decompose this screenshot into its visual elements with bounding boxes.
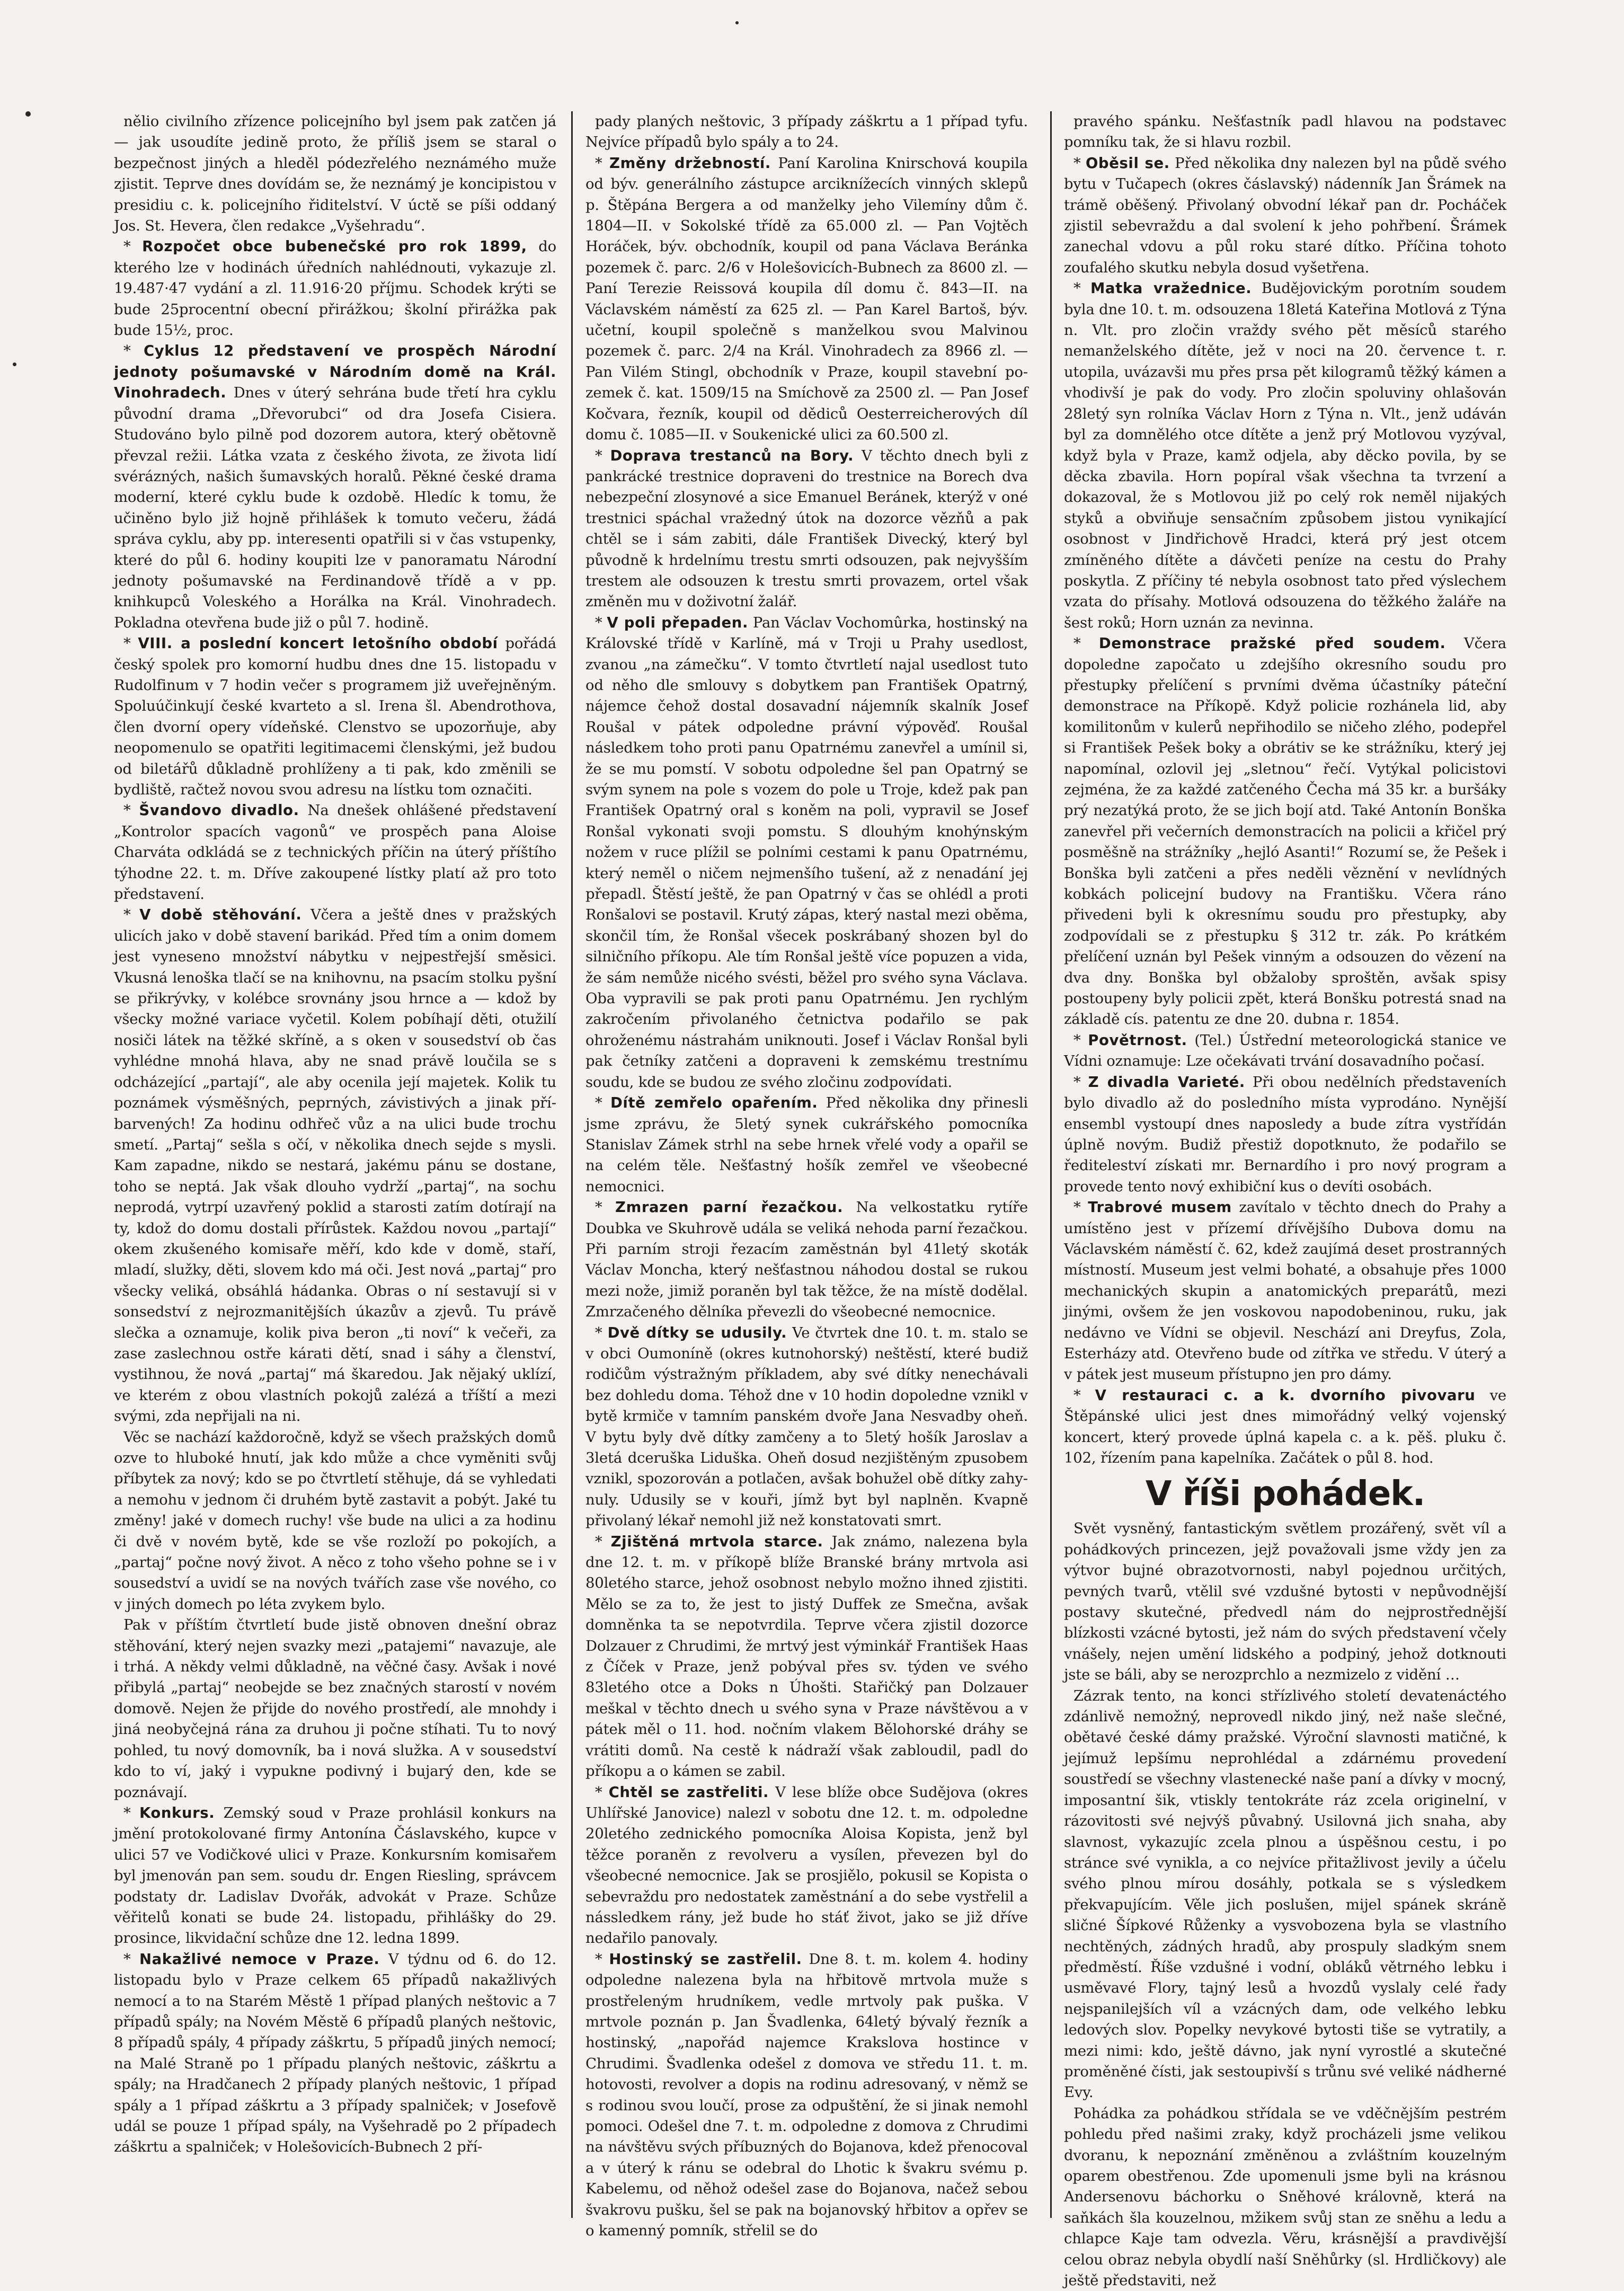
article-text: Před několika dny nalezen byl na půdě svého bytu v Tučapech (okres čáslavský) nádenník Jan Šrámek na trámě oběšený. Přivolaný obvodní lékař pan dr. Pocháček zjistil sebevraždu a dal svolení k jeho pohřbení. Šrámek zanechal vdovu a půl roku staré dítko. Příčina tohoto zoufalého skutku nebyla dosud vyšetřena. (1064, 154, 1506, 276)
article-heading: Povětrnost. (1088, 1031, 1187, 1049)
article-text: nělio civilního zřízence policejního byl jsem pak zatčen já — jak usoudíte jedině proto, že příliš jsem se staral o bezpečnost jiných a hleděl pódezřelého neznámého muže zjistit. Teprve dnes dovídám se, že neznámý je koncipistou v presidiu c. k. policejního řiditelství. V úctě se píši oddaný Jos. St. Hevera, člen redakce „Vyšehradu“. (114, 113, 556, 235)
asterisk-marker: * (123, 1950, 140, 1968)
article-text: Dnes v úterý sehrána bude třetí hra cyklu původní drama „Dřevorubci“ od dra Josefa Cisiera. Studováno bylo pilně pod dozorem autora, který obětovně převzal režii. Látka vzata z českého života, ze života lidí svérázných, našich šumavských horalů. Pěkné české drama moderní, které cyklu bude k ozdobě. Hledíc k tomu, že učiněno bylo již hojně přihlášek k tomuto večeru, žádá správa cyklu, aby pp. interesenti opatřili si v čas vstupenky, které do půl 6. hodiny koupiti lze v panoramatu Národní jednoty pošumavské na Ferdinandově třídě a v pp. knihkupců Voleského a Horálka na Král. Vinohradech. Pokladna otevřena bude již o půl 7. hodině. (114, 384, 556, 631)
article-paragraph (114, 341, 556, 633)
article-paragraph (1064, 1030, 1506, 1072)
article-heading: Konkurs. (139, 1804, 215, 1821)
article-text: Na dnešek ohlášené představení „Kontrolor spacích vagonů“ ve prospěch pana Aloise Charváta odkládá se z technických příčin na úterý příštího týhodne 22. t. m. Dříve zakoupené lístky platí až pro toto představení. (114, 802, 557, 903)
article-paragraph (1064, 633, 1506, 1030)
article-text: Jak známo, nalezena byla dne 12. t. m. v příkopě blíže Branské brány mrtvola asi 80letého starce, jehož osobnost nebylo možno ihned zjistiti. Mělo se za to, že jest to jistý Duffek ze Smečna, avšak domněnka ta se nepotvrdila. Teprve včera zjistil dozorce Dolzauer z Chrudimi, že mrtvý jest výminkář František Haas z Číček v Praze, jenž pobýval přes sv. týden ve svého 83letého otce a Doks n Úhošti. Stařičký pan Dolzauer meškal v těchto dnech u svého syna v Praze návštěvou a v pátek měl o 11. hod. nočním vlakem Bělohorské dráhy se vrátiti domů. Na cestě k nádraží však zabloudil, padl do příkopu a o kámen se zabil. (585, 1533, 1028, 1780)
article-paragraph (114, 800, 556, 905)
article-heading: Zjištěná mrtvola starce. (610, 1533, 823, 1550)
article-text: zavítalo v těchto dnech do Prahy a umístěno jest v přízemí dřívějšího Dubova domu na Václavském náměstí č. 62, kdež zaujímá deset prostranných místností. Museum jest velmi bohaté, a obsahuje přes 1000 mechanických skupin a anatomických preparátů, mezi jinými, ovšem že jen voskovou napodobeninou, ruku, jak nedávno ve Vídni se objevil. Neschází ani Dreyfus, Zola, Esterházy atd. Otevřeno bude od zítřka ve středu. V úterý a v pátek jest museum přístupno jen pro dámy. (1064, 1199, 1506, 1383)
article-paragraph (1064, 111, 1506, 153)
article-paragraph (585, 1949, 1028, 2242)
article-text: Na velkostatku rytíře Doubka ve Skuhrově udála se veliká nehoda parní řezačkou. Při parním stroji řezacím zaměstnán byl 41letý skoták Václav Moncha, který nešťastnou náhodou dostal se rukou mezi nože, jimiž poraněn byl tak těžce, že na místě dodělal. Zmrzačeného dělníka převezli do všeobecné nemocnice. (585, 1199, 1028, 1321)
asterisk-marker: * (123, 802, 139, 819)
article-paragraph (1064, 2103, 1506, 2291)
asterisk-marker: * (595, 154, 610, 172)
article-heading: Demonstrace pražské před soudem. (1098, 635, 1446, 652)
article-text: ve Štěpánské ulici jest dnes mimořádný velký vojenský koncert, který provede úplná kapela c. a k. pěš. pluku č. 102, řízením pana kapelníka. Začátek o půl 8. hod. (1064, 1386, 1507, 1466)
article-text: Budějovickým porotním soudem byla dne 10. t. m. odsouzena 18letá Kateřina Motlová z Týna n. Vlt. pro zločin vraždy svého pět měsíců starého nemanželského dítěte, jež v noci na 20. července t. r. utopila, uvázavši mu přes prsa pět kilogramů těžký kámen a vhodivší je pak do vody. Pro zločin spoluviny ohlašován 28letý syn rolníka Václav Horn z Týna n. Vlt., jenž udáván byl za domnělého otce dítěte a jenž prý Motlovou vyzýval, když byla v Praze, kamž odjela, aby děcko povila, by se děcka zbavila. Horn popíral však všechna ta tvrzení a dokazoval, že s Motlovou již po celý rok neměl nijakých styků a obviňuje sensačním způsobem jistou vynikající osobnost v Jindřichově Hradci, která prý jest otcem zmíněného dítěte a dávčeti peníze na cestu do Prahy poskytla. Z příčiny té nebyla osobnost tato před výslechem vzata do přísahy. Motlová odsouzena do těžkého žaláře na šest roků; Horn uznán za nevinna. (1064, 280, 1507, 631)
article-text: Pan Václav Vochomûrka, hostinský na Královské třídě v Karlíně, má v Troji u Prahy usedlost, zvanou „na zámečku“. V tomto čtvrtletí najal usedlost tuto od něho dle smlouvy s dobytkem pan František Opatrný, nájemce čehož dostal dosavadní nájemník skalník Josef Roušal v pátek odpoledne právní výpověď. Roušal následkem toho proti panu Opatrnému zanevřel a umínil si, že se mu pomstí. V sobotu odpoledne šel pan Opatrný se svým synem na pole s vozem do pole u Troje, kdež pak pan František Opatrný oral s koněm na poli, vypravil se Josef Ronšal vykonati svoji pomstu. S dlouhým knohýnským nožem v ruce plížil se polními cestami k panu Opatrnému, který neměl o ničem nejmenšího tušení, až z nenadání jej přepadl. Štěstí ještě, že pan Opatrný v čas se ohlédl a proti Ronšalovi se postavil. Krutý zápas, který nastal mezi oběma, skončil tím, že Ronšal všecek poskrábaný shozen byl do silničního příkopu. Ale tím Ronšal ještě více popuzen a vida, že sám nemůže nicého svésti, běžel pro svého syna Václava. Oba vypravili se pak proti panu Opatrnému. Jen rychlým zakročením přivolaného četnictva podařilo se pak ohroženému nástrahám uniknouti. Josef i Václav Ronšal byli pak četníky zatčeni a dopraveni k zemskému trestnímu soudu, kde se budou ze svého zločinu zodpovídati. (585, 614, 1028, 1091)
article-text: Před několika dny přinesli jsme zprávu, že 5letý synek cukrářského pomocníka Stanislav Zámek strhl na sebe hrnek vřelé vody a opařil se na celém těle. Nešťastný hošík zemřel ve všeobecné nemocnici. (585, 1094, 1028, 1195)
article-paragraph (1064, 153, 1506, 278)
article-paragraph (585, 613, 1028, 1093)
article-paragraph (114, 1949, 556, 2158)
article-heading: Dítě zemřelo opařením. (610, 1094, 818, 1112)
article-heading: Z divadla Varieté. (1088, 1073, 1245, 1091)
article-text: V týdnu od 6. do 12. listopadu bylo v Praze celkem 65 případů nakažlivých nemocí a to na Starém Městě 1 případ planých neštovic a 7 případů spály; na Novém Městě 6 případů planých neštovic, 8 případů spály, 4 případy záškrtu, 5 případů jiných nemocí; na Malé Straně po 1 případu planých neštovic, záškrtu a spály; na Hradčanech 2 případy planých neštovic, 1 případ spály a 1 případ záškrtu a 3 případy spalniček; v Josefově udál se pouze 1 případ spály, na Vyšehradě po 2 případech záškrtu a spalniček; v Holešovicích-Bubnech 2 pří- (114, 1950, 557, 2156)
article-text: Svět vysněný, fantastickým světlem prozářený, svět víl a pohádkových princezen, jejž považovali jsme vždy jen za výtvor bujné obrazotvornosti, nabyl pojednou určitých, pevných tvarů, vtělil své vzdušné bytosti v nepůvodnější postavy skutečné, předvedl nám do nejprostřednější blízkosti vzácné bytosti, jež nám do svých představení včely vnášely, nejen umění lidského a podpiný, jehož dotknouti jste se báli, aby se nerozprchlo a nezmizelo z vidění … (1064, 1520, 1506, 1684)
article-text: Pak v příštím čtvrtletí bude jistě obnoven dnešní obraz stěhování, který nejen svazky mezi „patajemi“ navazuje, ale i trhá. A někdy velmi důkladně, na věčné časy. Avšak i nové přibylá „partaj“ neobejde se bez značných starostí v novém domově. Nejen že přijde do nového prostředí, ale mnohdy i jiná neobyčejná rána za druhou ji počne stíhati. Tu to nový pohled, tu nový domovník, ba i nová služka. A v sousedství kdo to ví, jaký i vypukne podivný i bujarý den, kde se poznávají. (114, 1616, 556, 1801)
article-heading: Dvě dítky se udusily. (607, 1324, 787, 1341)
asterisk-marker: * (123, 342, 144, 360)
article-paragraph (585, 153, 1028, 446)
article-heading: Hostinský se zastřelil. (609, 1950, 802, 1968)
article-paragraph (114, 111, 556, 236)
article-text: pady planých neštovic, 3 případy záškrtu a 1 případ tyfu. Nejvíce případů bylo spály a to 24. (585, 113, 1028, 151)
article-paragraph (1064, 1686, 1506, 2103)
article-heading: VIII. a poslední koncert letošního období (138, 635, 498, 652)
article-paragraph (114, 1803, 556, 1949)
asterisk-marker: * (1073, 1073, 1088, 1091)
asterisk-marker: * (123, 906, 140, 924)
print-speck (13, 362, 16, 366)
article-paragraph (585, 1782, 1028, 1949)
article-paragraph (585, 111, 1028, 153)
asterisk-marker: * (1073, 1199, 1088, 1216)
article-text: (Tel.) Ústřední meteorologická stanice ve Vídni oznamuje: Lze očekávati trvání dosavadního počasí. (1064, 1031, 1506, 1070)
asterisk-marker: * (595, 1094, 610, 1112)
article-paragraph (1064, 1197, 1506, 1385)
column-rule (571, 111, 573, 2218)
asterisk-marker: * (1073, 635, 1099, 652)
article-paragraph (114, 1427, 556, 1615)
article-paragraph (114, 1615, 556, 1803)
article-heading: Švandovo divadlo. (139, 802, 299, 819)
article-text: do kterého lze v hodinách úředních nahlédnouti, vykazuje zl. 19.487·47 vydání a zl. 11.916·20 příjmu. Schodek krýti se bude 25procentní obecní přirážkou; školní přirážka pak bude 15½, proc. (114, 238, 556, 339)
article-heading: V době stěhování. (139, 906, 302, 924)
article-paragraph (1064, 278, 1506, 633)
article-paragraph (585, 1532, 1028, 1782)
article-paragraph (585, 1197, 1028, 1322)
print-speck (25, 111, 31, 117)
article-text: pořádá český spolek pro komorní hudbu dnes dne 15. listopadu v Rudolfinum v 7 hodin večer s programem již uveřejněným. Spoluúčinkují české kvarteto a sl. Irena šl. Abendrothova, člen dvorní opery vídeňské. Clenstvo se upozorňuje, aby neopomenulo se opatřiti legitimacemi členskými, jež budou od biletářů důkladně prohlíženy a ti pak, kdo změnili se bydliště, račtež novou svou adresu na lístku tom označiti. (114, 635, 556, 798)
article-heading: Chtěl se zastřeliti. (608, 1783, 769, 1801)
article-text: Ve čtvrtek dne 10. t. m. stalo se v obci Oumoníně (okres kutnohorský) neštěstí, které budiž rodičům výstražným příkladem, aby své dítky nenechávali bez dohledu doma. Téhož dne v 10 hodin dopoledne vznikl v bytě krmiče v tamním panském dvoře Jana Nesvadby oheň. V bytu byly dvě dítky zamčeny a to 5letý hošík Jaroslav a 3letá dceruška Liduška. Oheň dosud nezjištěným zpusobem vznikl, spozorován a potlačen, avšak bohužel obě dítky zahynuly. Udusily se v kouři, jímž byt byl naplněn. Kvapně přivolaný lékař nemohl již než konstatovati smrt. (585, 1324, 1028, 1529)
article-paragraph (1064, 1518, 1506, 1685)
article-text: Zázrak tento, na konci střízlivého století devatenáctého zdánlivě nemožný, neprovedl nikdo jiný, než naše slečné, obětavé české dámy pražské. Výroční slavnosti matičné, k jejímuž lepšímu neprohlédal a zdárnému provedení soustředí se všechny vlastenecké naše paní a dívky v mocný, imposantní šik, vtiskly tentokráte ráz zcela originelní, v rázovitosti své nejvýš půvabný. Usilovná jich snaha, aby slavnost, vykazujíc zcela plnou a úspěšnou cestu, i po stránce své vynikla, a co nejvíce přitažlivost jevily a účelu svého plnou mírou dosáhly, potkala se s výsledkem překvapujícím. Věle jich poslušen, mijel spánek skráně sličné Šípkové Růženky a vysvobozena byla se vlastního nechtěných, zádných hradů, aby prospuly sladkým snem předměstí. Říše vzdušné i vodní, obláků větrného lebku i usměvavé Flory, tajný lesů a hvozdů vyslaly celé řady nejspanilejších víl a vzácných dam, ode velkého lebku ledových slov. Popelky nevykové bytosti tiše se vytratily, a mezi nimi: kdo, ještě dávno, jak nyní vyrostlé a skutečné proměněné čísti, jak sestoupivší s trůnu své veliké nádherné Evy. (1064, 1687, 1506, 2101)
article-text: Včera a ještě dnes v pražských ulicích jako v době stavení barikád. Před tím a onim domem jest vyneseno množství nábytku v nejpestřejší směsici. Vkusná lenoška tlačí se na knihovnu, na psacím stolku pyšní se přikrývky, v kolébce srovnány jsou hrnce a — kdož by všecky možné variace vyčetil. Kolem pobíhají děti, otužilí nosiči látek na těžké skříně, a s oken v sousedství ob čas vyhlédne mnohá hlava, aby ne snad právě loučila se s odcházející „partají“, ale aby ocenila její majetek. Kolik tu poznámek výsměšných, peprných, závistivých a jinak příbarvených! Za hodinu odhřeč vůz a na ulici bude trochu smetí. „Partaj“ sešla s očí, v několika dnech sejde s mysli. Kam zapadne, nikdo se nestará, jakému pánu se dostane, toho se neptá. Jak však dlouho vydrží „partaj“, na sochu neprodá, vytrpí uzavřený poklid a starosti zatím dotírají na ty, kdož do domu dostali přírůstek. Každou novou „partají“ okem zkušeného komisaře měří, kdo kde v domě, staří, mladí, služky, děti, slovem kdo má oči. Jest nová „partaj“ pro všecky veliká, obsáhlá hádanka. Obras o ní sestavují si v sonsedství z nejrozmanitějších úkazův a zjevů. Tu právě slečka a oznamuje, kolik piva beron „ti noví“ k večeři, za zase zaslechnou ostře kárati dětí, snad i sáhy a členství, vystihnou, že nová „partaj“ má škaredou. Jak nějaký uklízí, ve kterém z obou vlastních pokojů zalézá a tříští a mezi svými, zda nepřijali na ni. (114, 906, 556, 1425)
asterisk-marker: * (595, 1324, 608, 1341)
article-text: Při obou nedělních představeních bylo divadlo až do posledního místa vyprodáno. Nynější ensembl vystoupí dnes naposledy a bude zítra vystřídán úplně novým. Budiž přestiž dopotknuto, že podařilo se řediteleství získati mr. Bernardího i pro nový program a provede tento nový exhibiční kus o devíti osobách. (1064, 1073, 1506, 1195)
asterisk-marker: * (595, 1533, 611, 1550)
section-title: V říši pohádek. (1145, 1474, 1425, 1514)
article-heading: Nakažlivé nemoce v Praze. (139, 1950, 380, 1968)
article-text: Věc se nachází každoročně, když se všech pražských domů ozve to hluboké hnutí, jak kdo může a chce vyměniti svůj příbytek za nový; kdo se po čtvrtletí stěhuje, dá se vyhledati a nemohu v jednom či druhém bytě zastavit a pobýt. Jaké tu změny! jaké v domech ruchy! vše bude na ulici a za hodinu či dvě v novém bytě, kde se vše rozloží po pokojích, a „partaj“ počne nový život. A něco z toho všeho pohne se i v sousedství a uvidí se na nových tvářích zase vše nového, co v jiných domech po léta zvykem bylo. (114, 1428, 556, 1613)
article-heading: V poli přepaden. (607, 614, 749, 631)
asterisk-marker: * (595, 447, 610, 464)
article-heading: Matka vražednice. (1090, 280, 1252, 297)
article-paragraph (114, 905, 556, 1427)
asterisk-marker: * (595, 1199, 616, 1216)
asterisk-marker: * (595, 614, 607, 631)
asterisk-marker: * (123, 635, 138, 652)
article-heading: Změny držebností. (609, 154, 771, 172)
column-2 (585, 111, 1028, 2240)
asterisk-marker: * (1073, 1031, 1088, 1049)
article-paragraph (585, 1323, 1028, 1532)
print-speck (735, 21, 739, 24)
article-text: pravého spánku. Nešťastník padl hlavou na podstavec pomníku tak, že si hlavu rozbil. (1064, 113, 1506, 151)
article-paragraph (585, 446, 1028, 613)
article-heading: Rozpočet obce bubenečské pro rok 1899, (142, 238, 527, 255)
article-heading: V restauraci c. a k. dvorního pivovaru (1095, 1386, 1476, 1404)
asterisk-marker: * (595, 1783, 609, 1801)
article-text: Dne 8. t. m. kolem 4. hodiny odpoledne nalezena byla na hřbitově mrtvola muže s prostřeleným hrudníkem, vedle mrtvoly pak puška. V mrtvole poznán p. Jan Švadlenka, 64letý bývalý řezník a hostinský, „napořád najemce Krakslova hostince v Chrudimi. Švadlenka odešel z domova ve středu 11. t. m. hotovosti, revolver a dopis na rodinu adresovaný, v němž se s rodinou svou loučí, prose za odpuštění, že si jinak nemohl pomoci. Odešel dne 7. t. m. odpoledne z domova z Chrudimi na návštěvu svých příbuzných do Bojanova, kdež přenocoval a v úterý k ránu se odebral do Lhotic k švakru svému p. Kabelemu, od něhož odešel zase do Bojanova, načež sebou švakrovu pušku, šel se pak na bojanovský hřbitov a opřev se o kamenný pomník, střelil se do (585, 1950, 1028, 2240)
article-heading: Trabrové musem (1088, 1199, 1232, 1216)
article-text: V těchto dnech byli z pankrácké trestnice dopraveni do trestnice na Borech dva nebezpeční zlosynové a sice Emanuel Beránek, kterýž v oné trestnici spáchal vražedný útok na dozorce vězňů a pak chtěl se i sám zabiti, dále František Divecký, který byl původně k hrdelnímu trestu smrti odsouzen, pak nejvyšším trestem ale odsouzen k trestu smrti provazem, ortel však změněn mu v doživotní žalář. (585, 447, 1028, 611)
article-text: Zemský soud v Praze prohlásil konkurs na jmění protokolované firmy Antonína Čáslavského, kupce v ulici 57 ve Vodičkové ulici v Praze. Konkursním komisařem byl jmenován pan sem. soudu dr. Engen Riesling, správcem podstaty dr. Ladislav Dvořák, advokát v Praze. Schůze věřitelů konati se bude 24. listopadu, přihlášky do 29. prosince, likvidační schůze dne 12. ledna 1899. (114, 1804, 556, 1947)
article-text: V lese blíže obce Sudějova (okres Uhlířské Janovice) nalezl v sobotu dne 12. t. m. odpoledne 20letého zednického pomocníka Aloisa Kopista, jenž byl těžce poraněn z revolveru a vysílen, převezen byl do všeobecné nemocnice. Jak se prosjiělo, pokusil se Kopista o sebevraždu pro nedostatek zaměstnání a do sebe vystřelil a nássledkem rány, jež bude ho stáť život, jako se již dříve nedařilo panovaly. (585, 1783, 1028, 1947)
article-heading: Oběsil se. (1085, 154, 1170, 172)
article-heading: Cyklus 12 představení ve prospěch Národní jednoty pošumavské v Národním domě na Král. Vinohradech. (114, 342, 556, 402)
article-paragraph (585, 1093, 1028, 1197)
article-heading: Doprava trestanců na Bory. (610, 447, 854, 464)
article-heading: Zmrazen parní řezačkou. (615, 1199, 844, 1216)
article-paragraph (1064, 1385, 1506, 1469)
article-text: Včera dopoledne započato u zdejšího okresního soudu pro přestupky přelíčení s prvními dvěma účastníky páteční demonstrace na Příkopě. Když policie rozhánela lid, aby komilitonům v kulerů nepřihodilo se ničeho zlého, podepřel si František Pešek boky a obrátiv se ke strážníku, který jej napomínal, ozlovil jej „sletnou“ řečí. Vytýkal policistovi zejména, že za každé zatčeného Čecha má 35 kr. a buršáky prý nezatýká proto, že se jich bojí atd. Také Antonín Bonška zanevřel při večerních demonstracích na policii a křičel prý posměšně na strážníky „hejló Asanti!“ Rozumí se, že Pešek i Bonška byli zatčeni a přes neděli věznění v nevlídných kobkách policejní budovy na Františku. Včera ráno přivedeni byli k okresnímu soudu pro přestupky, aby zodpovídali se z přestupku § 312 tr. zák. Po krátkém přelíčení uznán byl Pešek vinným a odsouzen do vězení na dva dny. Bonška byl obžaloby sproštěn, avšak spisy postoupeny byly policii zpět, která Bonšku potrestá snad na základě cís. patentu ze dne 20. dubna r. 1854. (1064, 635, 1507, 1028)
asterisk-marker: * (123, 1804, 139, 1821)
asterisk-marker: * (1073, 154, 1086, 172)
asterisk-marker: * (1073, 280, 1090, 297)
article-paragraph (114, 236, 556, 341)
column-rule (1050, 111, 1052, 2218)
article-paragraph (114, 633, 556, 800)
asterisk-marker: * (123, 238, 143, 255)
article-text: Paní Karolina Knirschová koupila od býv. generálního zástupce arciknížecích vinných sklepů p. Štěpána Bergera a od manželky jeho Vilemíny dům č. 1804—II. v Sokolské třídě za 65.000 zl. — Pan Vojtěch Horáček, býv. obchodník, koupil od pana Václava Beránka pozemek č. parc. 2/6 v Holešovicích-Bubnech za 8600 zl. — Paní Terezie Reissová koupila díl domu č. 843—II. na Václavském náměstí za 625 zl. — Pan Karel Bartoš, býv. učetní, koupil společně s manželkou svou Malvinou pozemek č. parc. 2/4 na Král. Vinohradech za 8966 zl. — Pan Vilém Stingl, obchodník v Praze, koupil stavební pozemek č. kat. 1509/15 na Smíchově za 2500 zl. — Pan Josef Kočvara, řezník, koupil od dědiců Oesterreicherových díl domu č. 1085—II. v Soukenické ulici za 60.500 zl. (585, 154, 1028, 444)
article-text: Pohádka za pohádkou střídala se ve vděčnějším pestrém pohledu před našimi zraky, když procházeli jsme velikou dvoranu, k nepoznání změněnou a zvláštním kouzelným oparem obestřenou. Zde upomenuli jsme byli na krásnou Andersenovu báchorku o Sněhové královně, která na saňkách šla kouzelnou, mžikem svůj stan ze sněhu a ledu a chlapce Kaje tam odvezla. Věru, krásnější a pravdivější celou obraz nebyla obydlí naší Sněhůrky (sl. Hrdličkovy) ale ještě představiti, než (1064, 2104, 1506, 2289)
asterisk-marker: * (1073, 1386, 1095, 1404)
column-3 (1064, 111, 1507, 2289)
asterisk-marker: * (595, 1950, 609, 1968)
column-1 (114, 111, 556, 2231)
article-paragraph (1064, 1072, 1506, 1197)
